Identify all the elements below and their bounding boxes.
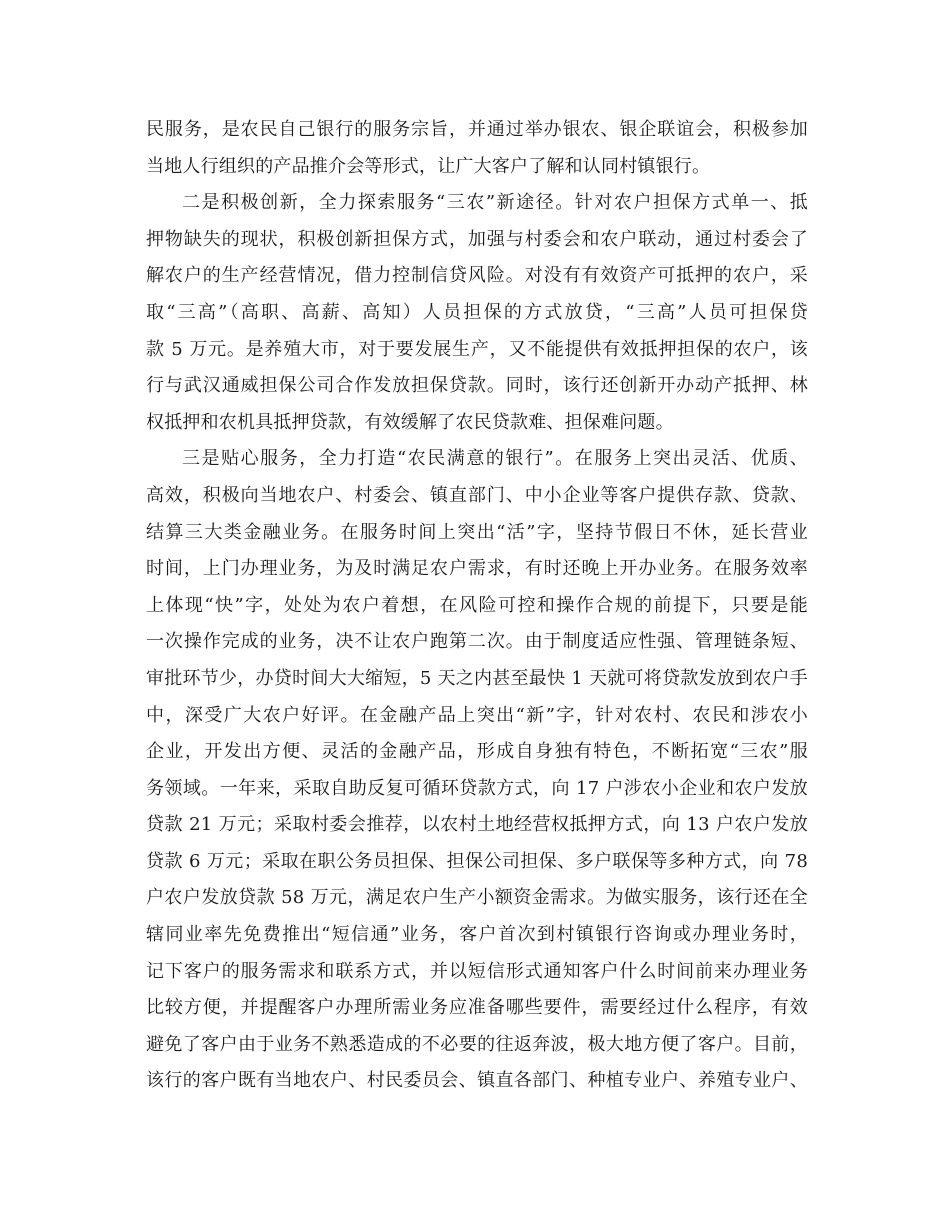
body-text <box>146 112 808 1100</box>
text-line: 贷款 21 万元；采取村委会推荐，以农村土地经营权抵押方式，向 13 户农户发放 <box>146 814 808 836</box>
text-line: 中，深受广大农户好评。在金融产品上突出“新”字，针对农村、农民和涉农小 <box>146 704 808 726</box>
text-line: 二是积极创新，全力探索服务“三农”新途径。针对农户担保方式单一、抵 <box>182 192 808 214</box>
text-line: 该行的客户既有当地农户、村民委员会、镇直各部门、种植专业户、养殖专业户、 <box>146 1070 808 1092</box>
text-line: 行与武汉通威担保公司合作发放担保贷款。同时，该行还创新开办动产抵押、林 <box>146 375 808 397</box>
text-line: 取“三高”（高职、高薪、高知）人员担保的方式放贷，“三高”人员可担保贷 <box>146 301 808 323</box>
text-line: 民服务，是农民自己银行的服务宗旨，并通过举办银农、银企联谊会，积极参加 <box>146 119 808 140</box>
text-line: 押物缺失的现状，积极创新担保方式，加强与村委会和农户联动，通过村委会了 <box>146 228 808 250</box>
text-line: 结算三大类金融业务。在服务时间上突出“活”字，坚持节假日不休，延长营业 <box>146 521 808 543</box>
text-line: 款 5 万元。是养殖大市，对于要发展生产，又不能提供有效抵押担保的农户，该 <box>146 338 808 360</box>
text-line: 记下客户的服务需求和联系方式，并以短信形式通知客户什么时间前来办理业务 <box>146 960 808 982</box>
text-line: 辖同业率先免费推出“短信通”业务，客户首次到村镇银行咨询或办理业务时， <box>146 924 808 946</box>
text-line: 务领域。一年来，采取自助反复可循环贷款方式，向 17 户涉农小企业和农户发放 <box>146 777 808 799</box>
text-line: 高效，积极向当地农户、村委会、镇直部门、中小企业等客户提供存款、贷款、 <box>146 484 808 506</box>
text-line: 比较方便，并提醒客户办理所需业务应准备哪些要件，需要经过什么程序，有效 <box>146 997 808 1019</box>
text-line: 避免了客户由于业务不熟悉造成的不必要的往返奔波，极大地方便了客户。目前， <box>146 1033 808 1055</box>
text-line: 审批环节少，办贷时间大大缩短，5 天之内甚至最快 1 天就可将贷款发放到农户手 <box>146 667 808 689</box>
text-line: 贷款 6 万元；采取在职公务员担保、担保公司担保、多户联保等多种方式，向 78 <box>146 850 808 872</box>
text-line: 权抵押和农机具抵押贷款，有效缓解了农民贷款难、担保难问题。 <box>146 411 674 433</box>
text-line: 上体现“快”字，处处为农户着想，在风险可控和操作合规的前提下，只要是能 <box>146 594 808 616</box>
text-line: 户农户发放贷款 58 万元，满足农户生产小额资金需求。为做实服务，该行还在全 <box>146 887 808 909</box>
text-line: 解农户的生产经营情况，借力控制信贷风险。对没有有效资产可抵押的农户，采 <box>146 265 808 287</box>
text-line: 企业，开发出方便、灵活的金融产品，形成自身独有特色，不断拓宽“三农”服 <box>146 741 808 763</box>
text-line: 时间，上门办理业务，为及时满足农户需求，有时还晚上开办业务。在服务效率 <box>146 558 808 580</box>
text-line: 一次操作完成的业务，决不让农户跑第二次。由于制度适应性强、管理链条短、 <box>146 631 808 653</box>
text-line: 三是贴心服务，全力打造“农民满意的银行”。在服务上突出灵活、优质、 <box>182 448 808 470</box>
text-line: 当地人行组织的产品推介会等形式，让广大客户了解和认同村镇银行。 <box>146 155 711 177</box>
